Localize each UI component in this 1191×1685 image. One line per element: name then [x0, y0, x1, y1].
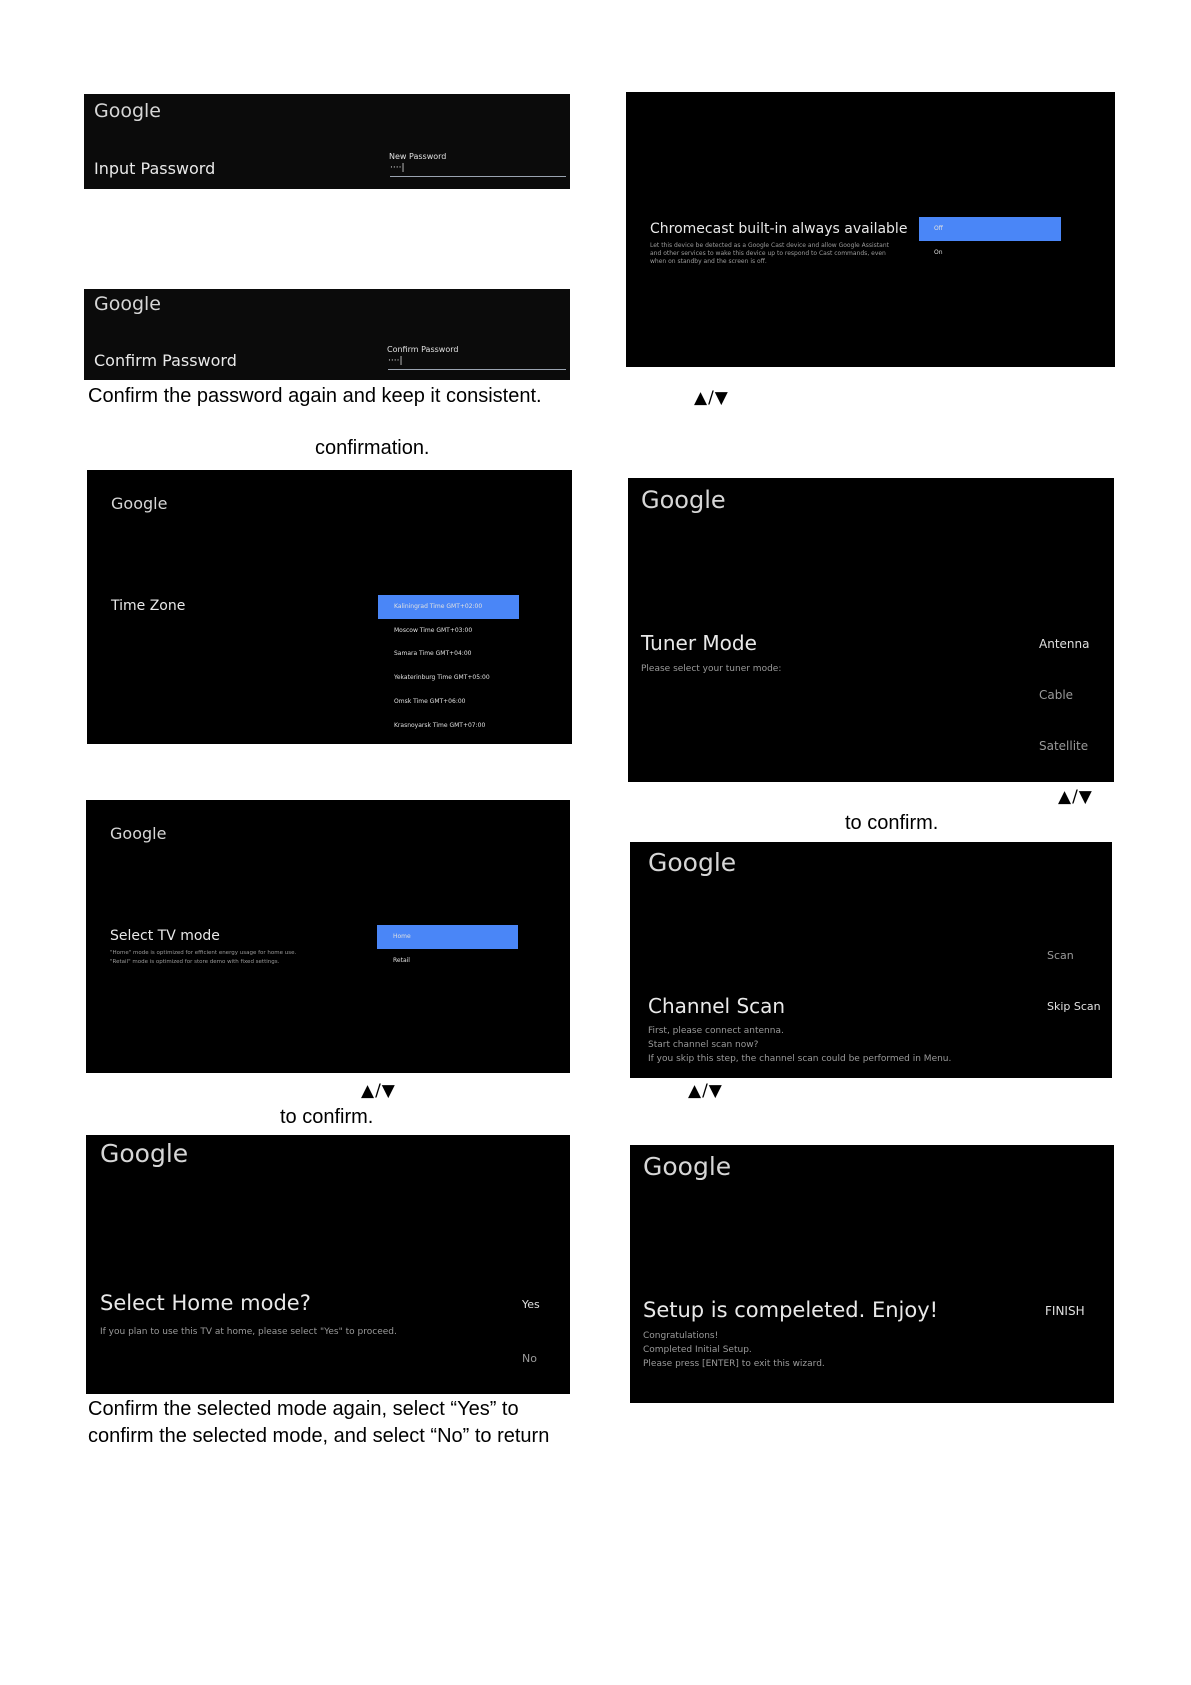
password-field-underline: [390, 176, 566, 177]
password-field-underline: [388, 369, 566, 370]
google-brand: Google: [94, 100, 162, 122]
new-password-label: New Password: [389, 152, 447, 161]
google-brand: Google: [100, 1139, 189, 1168]
caption-confirm-password: Confirm the password again and keep it consistent.: [88, 385, 542, 407]
time-zone-option[interactable]: Krasnoyarsk Time GMT+07:00: [394, 722, 486, 729]
google-brand: Google: [643, 1152, 732, 1181]
tv-mode-option-retail[interactable]: Retail: [393, 957, 410, 964]
screen-description: "Retail" mode is optimized for store demo with fixed settings.: [110, 959, 280, 965]
time-zone-option[interactable]: Moscow Time GMT+03:00: [394, 627, 473, 634]
tv-mode-option-home[interactable]: Home: [393, 933, 411, 940]
chromecast-option-off[interactable]: Off: [934, 225, 943, 232]
tuner-option-cable[interactable]: Cable: [1039, 688, 1074, 702]
input-password-screen: [84, 94, 570, 189]
new-password-input[interactable]: ····|: [390, 163, 405, 173]
arrow-hint: ▲/▼: [694, 388, 729, 408]
time-zone-option[interactable]: Yekaterinburg Time GMT+05:00: [394, 674, 490, 681]
google-brand: Google: [110, 824, 167, 843]
tuner-mode-screen: [628, 478, 1114, 782]
caption-home-mode-line1: Confirm the selected mode again, select “Yes” to: [88, 1398, 519, 1420]
screen-description: Completed Initial Setup.: [643, 1345, 752, 1355]
time-zone-option[interactable]: Samara Time GMT+04:00: [394, 650, 472, 657]
confirm-password-label: Confirm Password: [387, 345, 459, 354]
chromecast-screen: [626, 92, 1115, 367]
home-mode-option-yes[interactable]: Yes: [522, 1298, 540, 1311]
screen-title: Tuner Mode: [641, 631, 757, 655]
home-mode-screen: [86, 1135, 570, 1394]
screen-description: Start channel scan now?: [648, 1040, 759, 1050]
time-zone-option[interactable]: Kaliningrad Time GMT+02:00: [394, 603, 483, 610]
screen-description: Please press [ENTER] to exit this wizard.: [643, 1359, 825, 1369]
screen-description: First, please connect antenna.: [648, 1026, 784, 1036]
google-brand: Google: [641, 486, 726, 514]
screen-title: Select Home mode?: [100, 1291, 311, 1315]
screen-title: Select TV mode: [110, 928, 220, 944]
tuner-option-antenna[interactable]: Antenna: [1039, 637, 1090, 651]
screen-title: Chromecast built-in always available: [650, 221, 908, 237]
time-zone-screen: [87, 470, 572, 744]
confirm-password-screen: [84, 289, 570, 380]
arrow-hint: ▲/▼: [688, 1081, 723, 1101]
home-mode-option-no[interactable]: No: [522, 1352, 537, 1365]
arrow-hint: ▲/▼: [361, 1081, 396, 1101]
screen-description: Please select your tuner mode:: [641, 664, 782, 674]
screen-description: If you plan to use this TV at home, please select "Yes" to proceed.: [100, 1327, 397, 1337]
screen-title: Confirm Password: [94, 351, 237, 370]
screen-title: Channel Scan: [648, 994, 786, 1018]
channel-scan-screen: [630, 842, 1112, 1078]
caption-tv-mode-confirm: to confirm.: [280, 1106, 374, 1128]
tuner-option-satellite[interactable]: Satellite: [1039, 739, 1089, 753]
arrow-hint: ▲/▼: [1058, 787, 1093, 807]
screen-title: Setup is compeleted. Enjoy!: [643, 1298, 939, 1322]
caption-confirmation: confirmation.: [315, 437, 430, 459]
screen-title: Input Password: [94, 159, 216, 178]
tv-mode-screen: [86, 800, 570, 1073]
caption-home-mode-line2: confirm the selected mode, and select “No” to return: [88, 1425, 550, 1447]
setup-complete-screen: [630, 1145, 1114, 1403]
confirm-password-input[interactable]: ····|: [388, 356, 403, 366]
google-brand: Google: [111, 494, 168, 513]
chromecast-option-on[interactable]: On: [934, 249, 943, 256]
time-zone-option[interactable]: Omsk Time GMT+06:00: [394, 698, 466, 705]
screen-description: Congratulations!: [643, 1331, 719, 1341]
caption-tuner-confirm: to confirm.: [845, 812, 939, 834]
screen-description: "Home" mode is optimized for efficient energy usage for home use.: [110, 950, 297, 956]
channel-scan-option-skip[interactable]: Skip Scan: [1047, 1000, 1101, 1013]
google-brand: Google: [648, 848, 737, 877]
finish-button[interactable]: FINISH: [1045, 1304, 1085, 1318]
screen-description: Let this device be detected as a Google Cast device and allow Google Assistant and other services to wake this device up to respond to Cast commands, even when on standby and the screen is off.: [650, 242, 889, 266]
channel-scan-option-scan[interactable]: Scan: [1047, 949, 1074, 962]
screen-title: Time Zone: [111, 598, 186, 614]
google-brand: Google: [94, 293, 162, 315]
screen-description: If you skip this step, the channel scan could be performed in Menu.: [648, 1054, 952, 1064]
